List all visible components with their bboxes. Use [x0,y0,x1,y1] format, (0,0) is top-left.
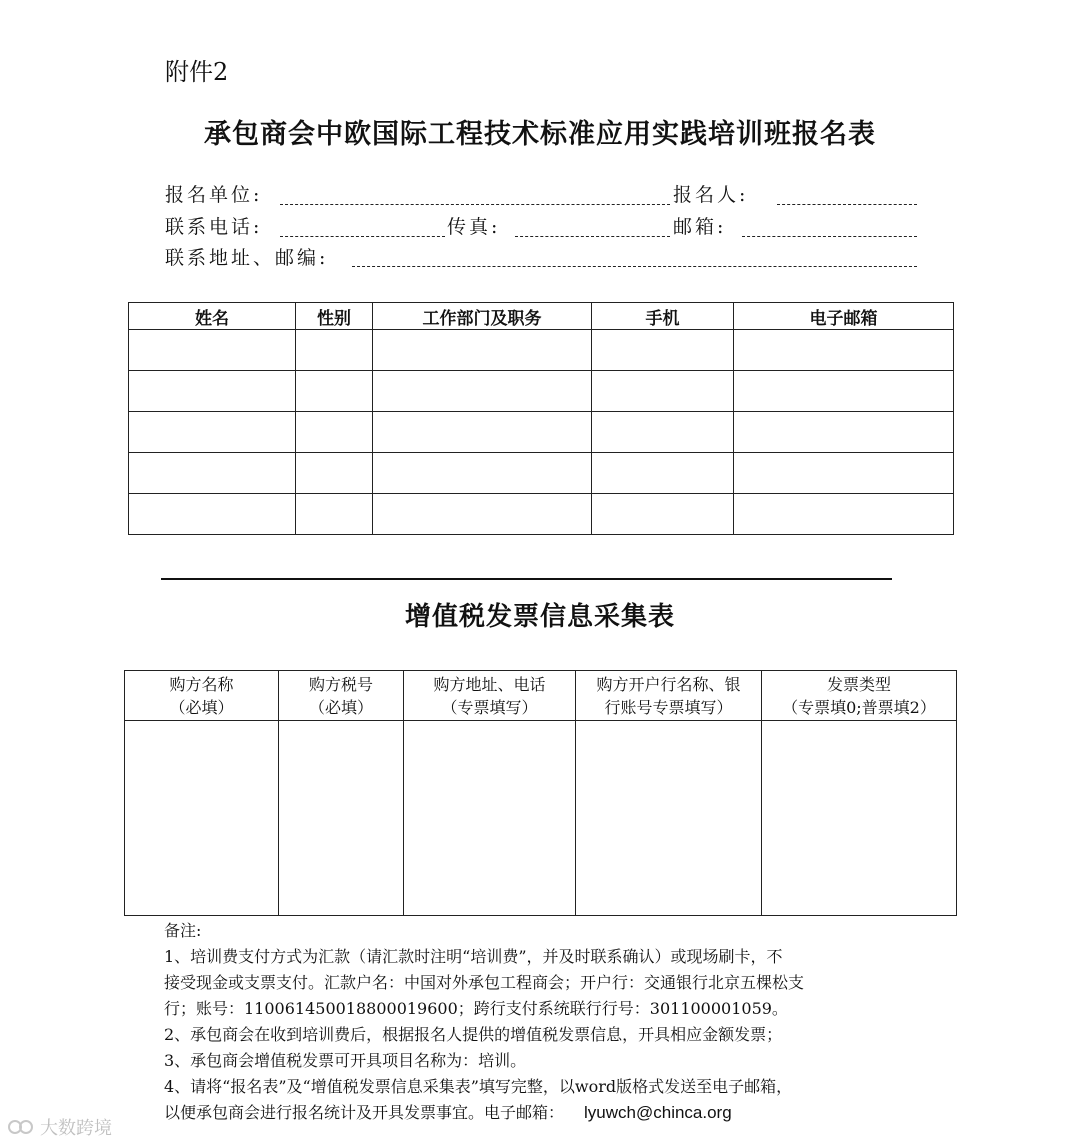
notes-section [164,918,924,1126]
header-line: （必填） [169,697,234,717]
table-cell[interactable] [734,494,954,535]
header-line: （必填） [308,697,373,717]
table-cell[interactable] [373,494,592,535]
table-row [129,371,954,412]
applicant-label: 报名人: [673,184,749,206]
note-line-last [164,1100,924,1126]
table-row [129,330,954,371]
table-row [129,453,954,494]
note-line: 接受现金或支票支付。汇款户名：中国对外承包工程商会；开户行：交通银行北京五棵松支 [164,973,805,992]
table-cell[interactable] [592,330,734,371]
table-cell[interactable] [129,494,296,535]
table-cell[interactable] [734,371,954,412]
address-input-line[interactable] [352,266,917,267]
form-title: 承包商会中欧国际工程技术标准应用实践培训班报名表 [204,119,876,150]
section-divider [161,578,892,580]
note-line: 4、请将“报名表”及“增值税发票信息采集表”填写完整，以word版格式发送至电子邮箱， [164,1077,793,1096]
invoice-header-row [125,671,957,721]
contact-email[interactable]: lyuwch@chinca.org [584,1103,732,1122]
table-cell[interactable] [373,371,592,412]
table-row [129,494,954,535]
invoice-table [124,670,957,916]
notes-heading: 备注: [164,921,202,940]
watermark-text: 大数跨境 [40,1118,112,1139]
table-cell[interactable] [296,371,373,412]
watermark-logo-icon [8,1117,34,1137]
table-cell[interactable] [762,721,957,916]
table-cell[interactable] [734,330,954,371]
attachment-label: 附件2 [165,58,229,86]
table-cell[interactable] [129,453,296,494]
table-cell[interactable] [373,453,592,494]
table-cell[interactable] [296,453,373,494]
table-cell[interactable] [296,412,373,453]
table-row [125,721,957,916]
phone-input-line[interactable] [280,236,445,237]
fax-input-line[interactable] [515,236,670,237]
table-cell[interactable] [734,453,954,494]
table-cell[interactable] [373,412,592,453]
table-row [129,412,954,453]
header-line: 发票类型 [826,674,891,694]
address-label: 联系地址、邮编: [165,247,329,269]
header-buyer-bank [576,671,762,721]
fax-label: 传真: [447,216,501,238]
registration-table [128,302,954,535]
table-cell[interactable] [125,721,279,916]
table-cell[interactable] [129,330,296,371]
table-cell[interactable] [373,330,592,371]
header-buyer-tax-id [279,671,404,721]
header-line: 购方开户行名称、银 [596,674,741,694]
header-line: 购方名称 [169,674,234,694]
table-cell[interactable] [592,494,734,535]
email-label: 邮箱: [673,216,727,238]
header-buyer-address [404,671,576,721]
header-department: 工作部门及职务 [373,303,592,330]
note-line: 1、培训费支付方式为汇款（请汇款时注明“培训费”，并及时联系确认）或现场刷卡，不 [164,947,783,966]
header-mobile: 手机 [592,303,734,330]
header-name: 姓名 [129,303,296,330]
unit-label: 报名单位: [165,184,263,206]
invoice-title: 增值税发票信息采集表 [404,602,675,632]
phone-label: 联系电话: [165,216,263,238]
header-buyer-name [125,671,279,721]
table-cell[interactable] [404,721,576,916]
table-cell[interactable] [576,721,762,916]
email-input-line[interactable] [742,236,917,237]
registration-header-row [129,303,954,330]
table-cell[interactable] [592,453,734,494]
note-line: 3、承包商会增值税发票可开具项目名称为：培训。 [164,1051,527,1070]
table-cell[interactable] [129,371,296,412]
table-cell[interactable] [296,330,373,371]
table-cell[interactable] [592,371,734,412]
table-cell[interactable] [592,412,734,453]
note-line: 行；账号：110061450018800019600；跨行支付系统联行行号：301100001059。 [164,999,788,1018]
table-cell[interactable] [279,721,404,916]
header-line: 购方税号 [308,674,373,694]
header-invoice-type [762,671,957,721]
applicant-input-line[interactable] [777,204,917,205]
note-text: 以便承包商会进行报名统计及开具发票事宜。电子邮箱： [164,1103,565,1122]
table-cell[interactable] [129,412,296,453]
header-line: 行账号专票填写） [604,697,733,717]
watermark [8,1114,112,1140]
header-line: （专票填0;普票填2） [782,697,936,717]
header-line: 购方地址、电话 [433,674,546,694]
header-gender: 性别 [296,303,373,330]
unit-input-line[interactable] [280,204,670,205]
header-line: （专票填写） [441,697,538,717]
table-cell[interactable] [734,412,954,453]
table-cell[interactable] [296,494,373,535]
note-line: 2、承包商会在收到培训费后，根据报名人提供的增值税发票信息，开具相应金额发票； [164,1025,783,1044]
header-email: 电子邮箱 [734,303,954,330]
